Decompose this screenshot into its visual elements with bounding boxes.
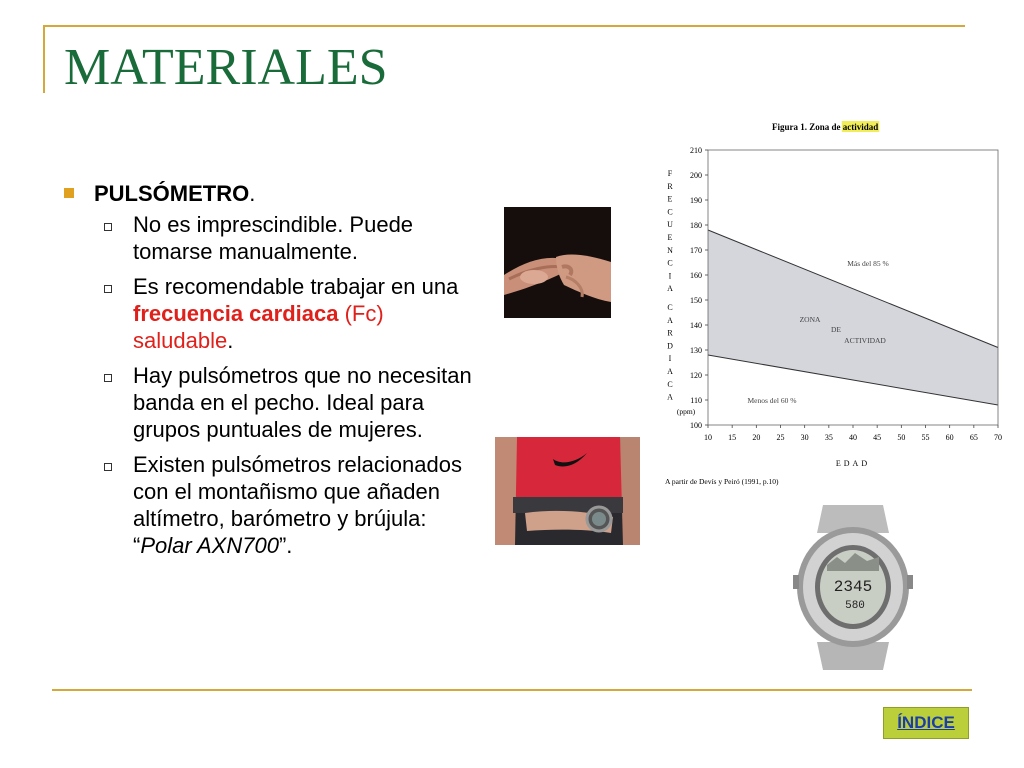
pulsometro-label: PULSÓMETRO — [94, 181, 250, 206]
bullet-sub-4-pre: Existen pulsómetros relacionados con el montañismo que añaden altímetro, barómetro y brújula: “ — [133, 452, 462, 558]
chart-title-prefix: Figura 1. Zona de — [772, 122, 843, 132]
title-divider — [43, 25, 965, 27]
y-tick-label: 160 — [690, 271, 702, 280]
y-axis-letter: I — [668, 271, 672, 281]
bullet-list — [60, 180, 480, 567]
bullet-box-icon — [104, 463, 112, 471]
x-tick-label: 45 — [873, 433, 882, 442]
y-axis-letter: A — [667, 392, 673, 402]
bullet-sub-3 — [104, 362, 480, 443]
polar-model-name: Polar AXN700 — [140, 533, 279, 558]
x-tick-label: 50 — [897, 433, 906, 442]
y-axis-letter: A — [667, 367, 673, 376]
x-tick-label: 40 — [849, 433, 857, 442]
y-axis-letter: C — [667, 207, 673, 217]
chart-title — [772, 122, 878, 132]
y-axis-letter: U — [667, 220, 673, 230]
bullet-sub-3-text: Hay pulsómetros que no necesitan banda en el pecho. Ideal para grupos puntuales de mujeres. — [133, 363, 472, 442]
bullet-box-icon — [104, 285, 112, 293]
y-axis-letter: E — [667, 194, 673, 204]
y-axis-letter: N — [667, 245, 673, 255]
bullet-box-icon — [104, 374, 112, 382]
wrist-pulse-photo — [504, 207, 611, 318]
bullet-sub-2-pre: Es recomendable trabajar en una — [133, 274, 459, 299]
bullet-sub-1 — [104, 211, 480, 265]
polar-watch-photo — [793, 505, 913, 670]
y-axis-letter: I — [668, 354, 672, 364]
footer-divider — [52, 689, 972, 691]
bullet-sub-2-text — [133, 273, 480, 354]
x-tick-label: 10 — [704, 433, 712, 442]
chart-title-highlight-text: actividad — [842, 122, 879, 132]
y-tick-label: 170 — [690, 246, 702, 255]
y-tick-label: 150 — [690, 296, 702, 305]
y-axis-letter: C — [667, 379, 673, 389]
watch-display-bottom: 580 — [845, 600, 865, 612]
x-tick-label: 30 — [800, 433, 809, 442]
y-axis-letter: D — [667, 341, 673, 351]
y-tick-label: 130 — [690, 346, 702, 355]
x-tick-label: 20 — [752, 433, 761, 442]
y-axis-letter: E — [667, 233, 673, 242]
bullet-sub-1-text: No es imprescindible. Puede tomarse manualmente. — [133, 212, 414, 264]
y-tick-label: 100 — [690, 421, 702, 430]
zone-label: DE — [831, 325, 841, 334]
zone-label: ACTIVIDAD — [844, 336, 886, 345]
y-axis-letter: F — [667, 169, 673, 178]
bullet-box-icon — [104, 223, 112, 231]
bullet-sub-4-post: ”. — [278, 533, 293, 558]
fc-saludable-term: (Fc) saludable — [133, 301, 384, 353]
y-tick-label: 110 — [690, 396, 702, 405]
watch-display-top: 2345 — [833, 578, 873, 596]
chart-source: A partir de Devís y Peiró (1991, p.10) — [665, 477, 779, 486]
bullet-main-text — [94, 180, 255, 207]
x-tick-label: 70 — [994, 433, 1002, 442]
y-tick-label: 120 — [690, 371, 702, 380]
upper-series-label: Más del 85 % — [847, 259, 889, 268]
slide-title: MATERIALES — [64, 39, 388, 96]
bullet-sub-4-text — [133, 451, 480, 559]
title-accent-bar — [43, 25, 45, 93]
index-button[interactable]: ÍNDICE — [883, 707, 969, 739]
x-tick-label: 60 — [945, 433, 954, 442]
bullet-sub-4 — [104, 451, 480, 559]
y-axis-letter: A — [667, 284, 673, 294]
x-tick-label: 55 — [921, 433, 930, 442]
bullet-main — [60, 180, 480, 207]
y-axis-letter: C — [667, 303, 673, 312]
activity-zone-band — [708, 230, 998, 405]
x-tick-label: 65 — [969, 433, 978, 442]
y-tick-label: 200 — [690, 171, 702, 180]
y-tick-label: 210 — [690, 146, 702, 155]
bullet-sub-2-post: . — [227, 328, 234, 353]
x-tick-label: 25 — [776, 433, 785, 442]
x-axis-label: EDAD — [835, 459, 871, 468]
bullet-square-icon — [64, 188, 74, 198]
chest-strap-photo — [495, 437, 640, 545]
y-axis-letter: A — [667, 315, 673, 325]
y-axis-letter: C — [667, 258, 673, 268]
lower-series-label: Menos del 60 % — [747, 396, 797, 405]
x-tick-label: 35 — [824, 433, 833, 442]
y-axis-unit: (ppm) — [676, 407, 696, 416]
bullet-sub-2 — [104, 273, 480, 354]
activity-zone-chart — [660, 118, 1012, 490]
bullet-main-period: . — [249, 181, 256, 206]
y-axis-letter: R — [667, 328, 673, 338]
y-tick-label: 190 — [690, 196, 702, 205]
y-tick-label: 180 — [690, 221, 702, 230]
x-tick-label: 15 — [728, 433, 737, 442]
frecuencia-cardiaca-term: frecuencia cardiaca — [133, 301, 339, 326]
y-tick-label: 140 — [690, 321, 702, 330]
y-axis-letter: R — [667, 181, 673, 191]
zone-label: ZONA — [799, 315, 821, 324]
